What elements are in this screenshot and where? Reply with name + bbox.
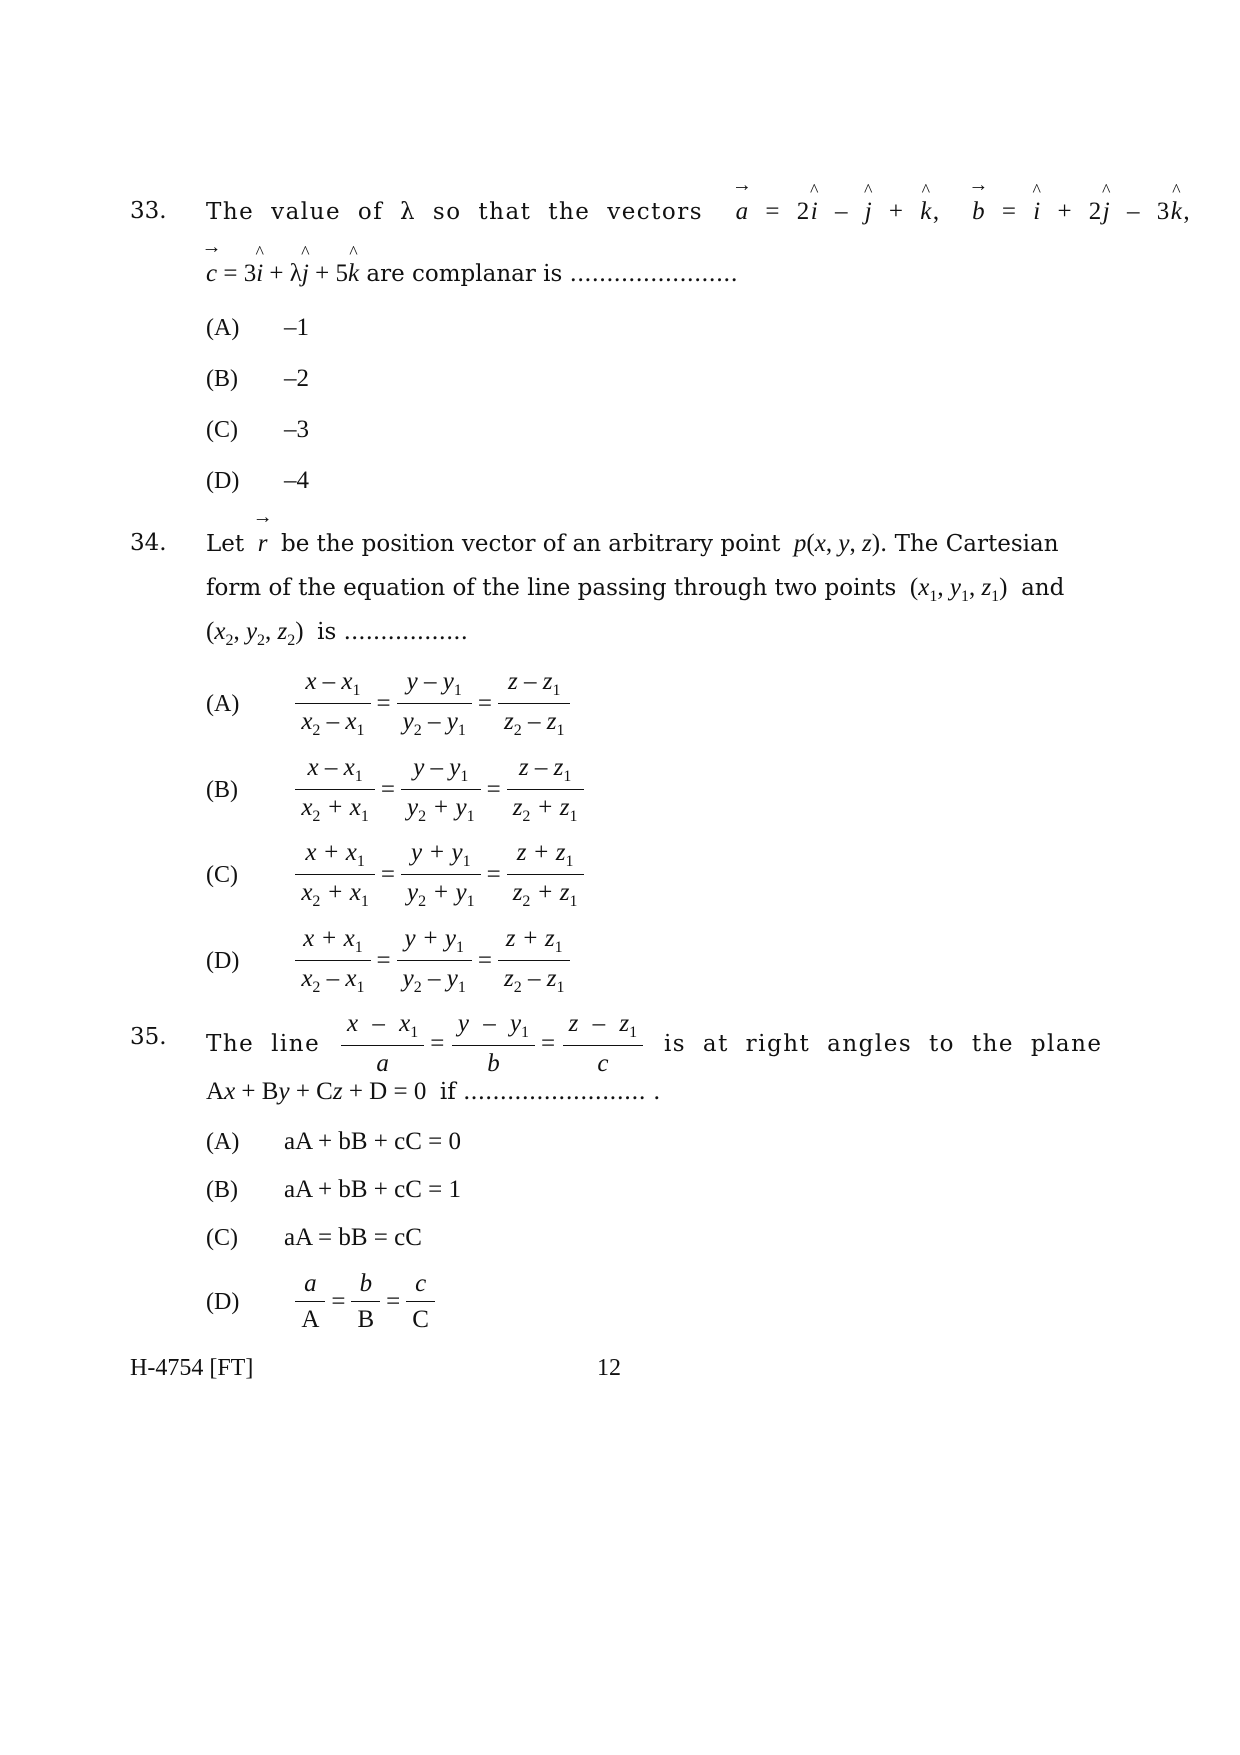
question-text: The value of λ so that the vectors	[206, 199, 704, 225]
option-d[interactable]: (D) $\frac{x + x_1}{x_2 - x_1}$ = $\frac{y + y_1}{y_2 - y_1}$ = $\frac{z + z_1}{z_2 - z_1}$	[206, 925, 574, 997]
option-b[interactable]: (B) aA + bB + cC = 1	[206, 1176, 462, 1203]
question-number: 33.	[130, 198, 167, 224]
option-a[interactable]: (A) –1	[206, 314, 309, 341]
option-c[interactable]: (C) aA = bB = cC	[206, 1224, 422, 1251]
question-line-1	[206, 198, 1191, 226]
option-a[interactable]: (A) aA + bB + cC = 0	[206, 1128, 462, 1155]
question-line-2	[206, 260, 738, 288]
question-number: 34.	[130, 530, 167, 556]
option-c[interactable]: (C) –3	[206, 416, 309, 443]
option-c[interactable]: (C) $\frac{x + x_1}{x_2 + x_1}$ = $\frac{y + y_1}{y_2 + y_1}$ = $\frac{z + z_1}{z_2 + z_1}$	[206, 839, 588, 911]
question-line-1: Let → r be the position vector of an arbitrary point p(x, y, z). The Cartesian	[206, 530, 1059, 558]
question-line-1: The line $\frac{x - x_1}{a}$ = $\frac{y - y_1}{b}$ = $\frac{z - z_1}{c}$ is at right angles to the plane	[206, 1010, 1103, 1077]
page-number: 12	[597, 1355, 621, 1381]
option-d[interactable]: (D) $\frac{a}{A}$ = $\frac{b}{B}$ = $\frac{c}{C}$	[206, 1270, 439, 1334]
vector-a-expression: → a = 2^ i – ^ j + ^ k, → b = ^ i + 2^ j – 3^ k,	[720, 198, 1191, 225]
question-number: 35.	[130, 1024, 167, 1050]
question-line-2: form of the equation of the line passing through two points ($x_1$, $y_1$, $z_1$) and	[206, 574, 1065, 605]
question-line-2: Ax + By + Cz + D = 0 if ......................... .	[206, 1078, 661, 1105]
option-d[interactable]: (D) –4	[206, 467, 309, 494]
question-line-3: ($x_2$, $y_2$, $z_2$) is .................	[206, 618, 468, 649]
option-b[interactable]: (B) $\frac{x - x_1}{x_2 + x_1}$ = $\frac{y - y_1}{y_2 + y_1}$ = $\frac{z - z_1}{z_2 + z_1}$	[206, 754, 588, 826]
option-b[interactable]: (B) –2	[206, 365, 309, 392]
paper-code: H-4754 [FT]	[130, 1355, 254, 1381]
question-text: are complanar is .......................	[366, 261, 738, 287]
option-a[interactable]: (A) $\frac{x - x_1}{x_2 - x_1}$ = $\frac{y - y_1}{y_2 - y_1}$ = $\frac{z - z_1}{z_2 - z_1}$	[206, 668, 574, 740]
vector-c-expression: → c = 3^ i + λ^ j + 5^ k	[206, 260, 359, 287]
